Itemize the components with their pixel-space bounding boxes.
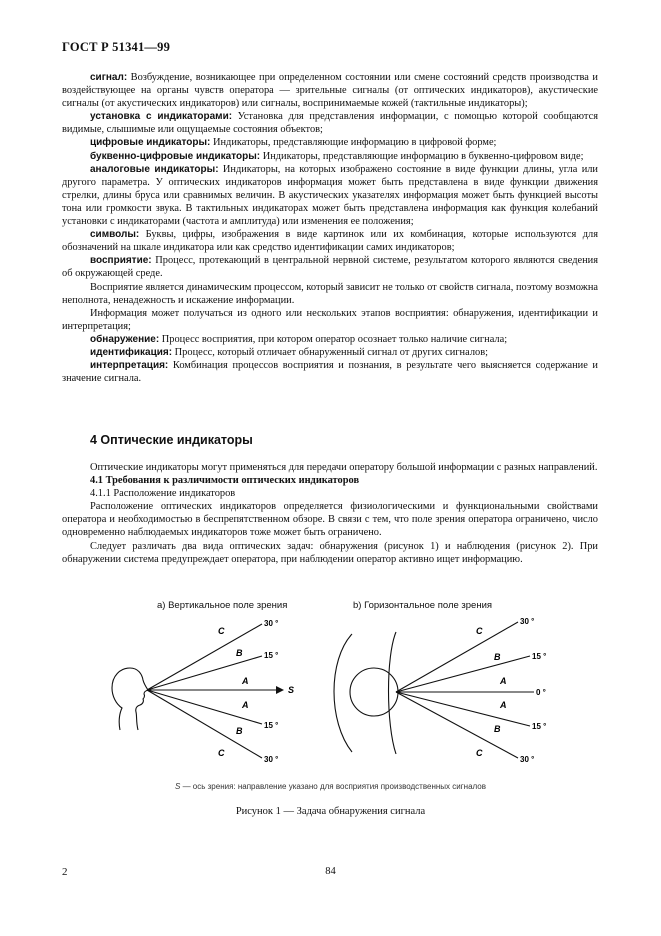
figure-label-b: b) Горизонтальное поле зрения (353, 600, 493, 611)
angle-label-zero: 0 ° (536, 688, 546, 697)
figure-vertical-field (100, 612, 320, 772)
standard-header: ГОСТ Р 51341—99 (62, 40, 171, 54)
figure-horizontal-field (324, 612, 564, 772)
term: идентификация: (90, 346, 173, 358)
axis-arrow-icon (276, 686, 284, 694)
angle-label-bottom-30: 30 ° (264, 755, 279, 764)
term: символы: (90, 229, 140, 241)
note-text: — ось зрения: направление указано для восприятия производственных сигналов (180, 782, 486, 791)
zone-label-b-bottom: B (236, 726, 243, 736)
zone-label-c-top: C (476, 626, 483, 636)
definition-text: Установка для представления информации, с помощью которой сообщаются видимые, слышимые или ощущаемые состояния объектов; (62, 111, 598, 136)
subsection-title: 4.1 Требования к различимости оптических индикаторов (90, 475, 360, 487)
term: сигнал: (90, 72, 128, 83)
head-left-outline (334, 634, 352, 752)
paragraph: Восприятие является динамическим процессом, который зависит не только от свойств сигнала, поэтому возможна неполнота, ненадежность и искажение информации. (62, 281, 598, 306)
definition-alphanumeric-indicators (62, 150, 598, 163)
subsection-title: 4.1.1 Расположение индикаторов (90, 488, 236, 500)
head-profile (112, 668, 148, 730)
term: установка с индикаторами: (90, 111, 233, 123)
angle-label-bottom-30: 30 ° (520, 755, 535, 764)
definition-text: Индикаторы, представляющие информацию в буквенно-цифровом виде; (260, 150, 584, 162)
term: аналоговые индикаторы: (90, 163, 219, 175)
section-body (62, 461, 598, 566)
definition-text: Индикаторы, на которых изображено состояние в виде функции длины, угла или другого параметра. У оптических индикаторов информация может быть представлена в виде функции движения стрелки, длины бруса или сравнимых величин. В акустических указателях информация может быть функцией высоты тона или громкости звука. В тактильных индикаторах может быть представлена информация как функция колебаний установки с индикаторами (частота и амплитуда) или изменения ее положения; (62, 163, 598, 228)
note-symbol: S (175, 782, 181, 791)
definition-indicator-installation (62, 110, 598, 136)
figure-caption: Рисунок 1 — Задача обнаружения сигнала (235, 806, 426, 817)
paragraph: Следует различать два вида оптических задач: обнаружения (рисунок 1) и наблюдения (рисунок 2). При обнаружении система предупреждает оператора, при наблюдении оператор активно ищет информацию. (62, 540, 598, 565)
page-number-left: 2 (62, 866, 68, 878)
eye-circle (350, 668, 398, 716)
definition-digital-indicators (62, 136, 598, 149)
definition-text: Возбуждение, возникающее при определенном состоянии или смене состояний средств производства и воздействующее на органы чувств оператора — зрительные сигналы (от оптических индикаторов), акустические сигналы (от акустических индикаторов) или сигналы, воспринимаемые кожей (тактильные индикаторы); (62, 72, 598, 110)
definition-text: Комбинация процессов восприятия и познания, в результате чего выясняется содержание и значение сигнала. (62, 360, 598, 385)
figure-label-a: a) Вертикальное поле зрения (157, 600, 288, 611)
definition-signal (62, 71, 598, 110)
definition-interpretation (62, 359, 598, 385)
definitions-block (62, 71, 598, 385)
head-right-outline (389, 632, 397, 754)
definition-text: Индикаторы, представляющие информацию в цифровой форме; (210, 137, 497, 149)
angle-label-top-30: 30 ° (520, 617, 535, 626)
angle-label-top-30: 30 ° (264, 619, 279, 628)
zone-label-a-top: A (500, 676, 507, 686)
page-number-center: 84 (325, 866, 336, 877)
angle-label-bottom-15: 15 ° (264, 721, 279, 730)
section-title: 4 Оптические индикаторы (90, 433, 253, 447)
definition-text: Процесс, который отличает обнаруженный сигнал от других сигналов; (172, 346, 488, 358)
definition-text: Буквы, цифры, изображения в виде картинок или их комбинация, которые используются для обозначений на шкале индикатора или как средство идентификации самих индикаторов; (62, 229, 598, 254)
zone-label-c-bottom: C (476, 748, 483, 758)
paragraph: Оптические индикаторы могут применяться для передачи оператору большой информации с разных направлений. (90, 462, 598, 473)
term: восприятие: (90, 255, 152, 267)
zone-label-b-bottom: B (494, 724, 501, 734)
zone-label-a-bottom: A (500, 700, 507, 710)
zone-label-c-top: C (218, 626, 225, 636)
term: обнаружение: (90, 333, 160, 345)
angle-label-top-15: 15 ° (532, 652, 547, 661)
ray-top-15 (396, 656, 530, 692)
term: цифровые индикаторы: (90, 137, 211, 149)
paragraph: Расположение оптических индикаторов определяется физиологическими и функциональными свойствами оператора и необходимостью в беспрепятственном обзоре. В связи с тем, что поле зрения оператора ограничено, число одновременно наблюдаемых индикаторов тоже может быть ограничено. (62, 501, 598, 539)
definition-symbols (62, 228, 598, 254)
zone-label-b-top: B (494, 652, 501, 662)
angle-label-top-15: 15 ° (264, 651, 279, 660)
zone-label-b-top: B (236, 648, 243, 658)
zone-label-a-top: A (242, 676, 249, 686)
definition-text: Процесс, протекающий в центральной нервной системе, результатом которого являются сведения об окружающей среде. (62, 255, 598, 280)
zone-label-c-bottom: C (218, 748, 225, 758)
definition-perception (62, 254, 598, 280)
definition-detection (62, 333, 598, 346)
term: интерпретация: (90, 360, 169, 372)
ray-bottom-15 (396, 692, 530, 726)
paragraph: Информация может получаться из одного или нескольких этапов восприятия: обнаружения, идентификации и интерпретация; (62, 307, 598, 332)
definition-text: Процесс восприятия, при котором оператор осознает только наличие сигнала; (159, 333, 508, 345)
zone-label-a-bottom: A (242, 700, 249, 710)
figure-note (0, 782, 661, 791)
term: буквенно-цифровые индикаторы: (90, 150, 261, 162)
definition-identification (62, 346, 598, 359)
definition-analog-indicators (62, 163, 598, 228)
angle-label-bottom-15: 15 ° (532, 722, 547, 731)
axis-label-s: S (288, 685, 295, 695)
